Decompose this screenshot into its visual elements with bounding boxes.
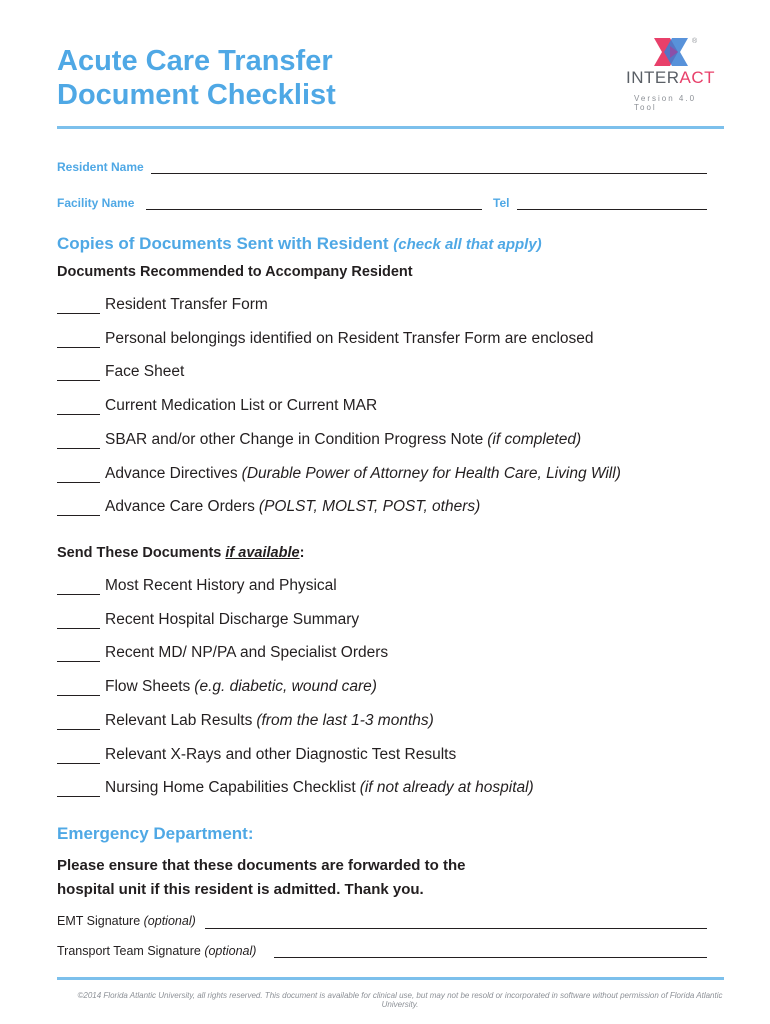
checklist-item-text: Advance Directives — [105, 464, 238, 482]
interact-logo-icon — [648, 34, 708, 70]
facility-name-label: Facility Name — [57, 196, 135, 210]
checklist-item — [57, 678, 377, 696]
checklist-item-note: (if not already at hospital) — [359, 779, 534, 797]
check-blank[interactable] — [57, 584, 100, 595]
checklist-item — [57, 330, 594, 348]
emt-signature-label: EMT Signature (optional) — [57, 914, 196, 928]
checklist-item — [57, 746, 456, 764]
checklist-item — [57, 465, 621, 483]
check-blank[interactable] — [57, 404, 100, 415]
copies-section-title: Copies of Documents Sent with Resident (check all that apply) — [57, 234, 542, 253]
checklist-item-text: Personal belongings identified on Resident Transfer Form are enclosed — [105, 329, 594, 347]
checklist-item-text: Relevant Lab Results — [105, 711, 253, 729]
checklist-item — [57, 577, 337, 595]
check-blank[interactable] — [57, 438, 100, 449]
resident-name-field[interactable] — [151, 173, 707, 174]
checklist-item — [57, 712, 434, 730]
facility-name-field[interactable] — [146, 209, 482, 210]
copyright-footer: ©2014 Florida Atlantic University, all rights reserved. This document is available for clinical use, but may not be resold or incorporated in software without permission of Florida Atlantic University. — [77, 991, 723, 1009]
checklist-item-text: Advance Care Orders — [105, 498, 255, 516]
emergency-message: Please ensure that these documents are forwarded to the hospital unit if this resident is admitted. Thank you. — [57, 857, 466, 898]
recommended-heading: Documents Recommended to Accompany Resident — [57, 264, 413, 280]
check-blank[interactable] — [57, 753, 100, 764]
checklist-item-text: Face Sheet — [105, 363, 185, 381]
checklist-item-text: Recent Hospital Discharge Summary — [105, 610, 360, 628]
checklist-item — [57, 296, 268, 314]
tel-field[interactable] — [517, 209, 707, 210]
checklist-item-note: (if completed) — [487, 430, 582, 448]
checklist-item-text: Recent MD/ NP/PA and Specialist Orders — [105, 644, 389, 662]
interact-logo — [620, 34, 720, 112]
header-rule — [57, 126, 724, 129]
checklist-item — [57, 498, 480, 516]
check-blank[interactable] — [57, 719, 100, 730]
check-blank[interactable] — [57, 370, 100, 381]
check-blank[interactable] — [57, 786, 100, 797]
available-heading: Send These Documents if available: — [57, 545, 305, 561]
footer-rule — [57, 977, 724, 980]
checklist-item-note: (Durable Power of Attorney for Health Care, Living Will) — [241, 464, 621, 482]
check-blank[interactable] — [57, 505, 100, 516]
checklist-item-text: Current Medication List or Current MAR — [105, 397, 378, 415]
registered-mark: ® — [692, 38, 698, 45]
check-blank[interactable] — [57, 337, 100, 348]
checklist-item-note: (from the last 1-3 months) — [256, 711, 434, 729]
check-blank[interactable] — [57, 651, 100, 662]
emt-signature-field[interactable] — [205, 928, 707, 929]
emergency-section-title: Emergency Department: — [57, 824, 254, 843]
logo-version: Version 4.0 Tool — [634, 94, 697, 112]
checklist-item-text: Flow Sheets — [105, 678, 191, 696]
checklist-item-text: SBAR and/or other Change in Condition Progress Note — [105, 430, 484, 448]
transport-signature-field[interactable] — [274, 957, 707, 958]
checklist-item — [57, 611, 359, 629]
resident-name-label: Resident Name — [57, 160, 144, 174]
checklist-item-note: (POLST, MOLST, POST, others) — [258, 498, 481, 516]
checklist-item-text: Nursing Home Capabilities Checklist — [105, 779, 356, 797]
checklist-item — [57, 779, 534, 797]
checklist-item — [57, 363, 184, 381]
check-blank[interactable] — [57, 303, 100, 314]
tel-label: Tel — [493, 196, 510, 210]
check-blank[interactable] — [57, 472, 100, 483]
checklist-item-text: Most Recent History and Physical — [105, 577, 337, 594]
transport-signature-label: Transport Team Signature (optional) — [57, 944, 257, 958]
page-title: Acute Care Transfer Document Checklist — [57, 45, 336, 111]
check-blank[interactable] — [57, 618, 100, 629]
check-blank[interactable] — [57, 685, 100, 696]
checklist-item — [57, 431, 581, 449]
checklist-item-text: Resident Transfer Form — [105, 296, 268, 313]
checklist-item-note: (e.g. diabetic, wound care) — [194, 678, 377, 696]
checklist-item — [57, 644, 388, 662]
logo-wordmark: INTERACT — [626, 68, 715, 87]
checklist-item — [57, 397, 377, 415]
checklist-item-text: Relevant X-Rays and other Diagnostic Test Results — [105, 745, 457, 763]
